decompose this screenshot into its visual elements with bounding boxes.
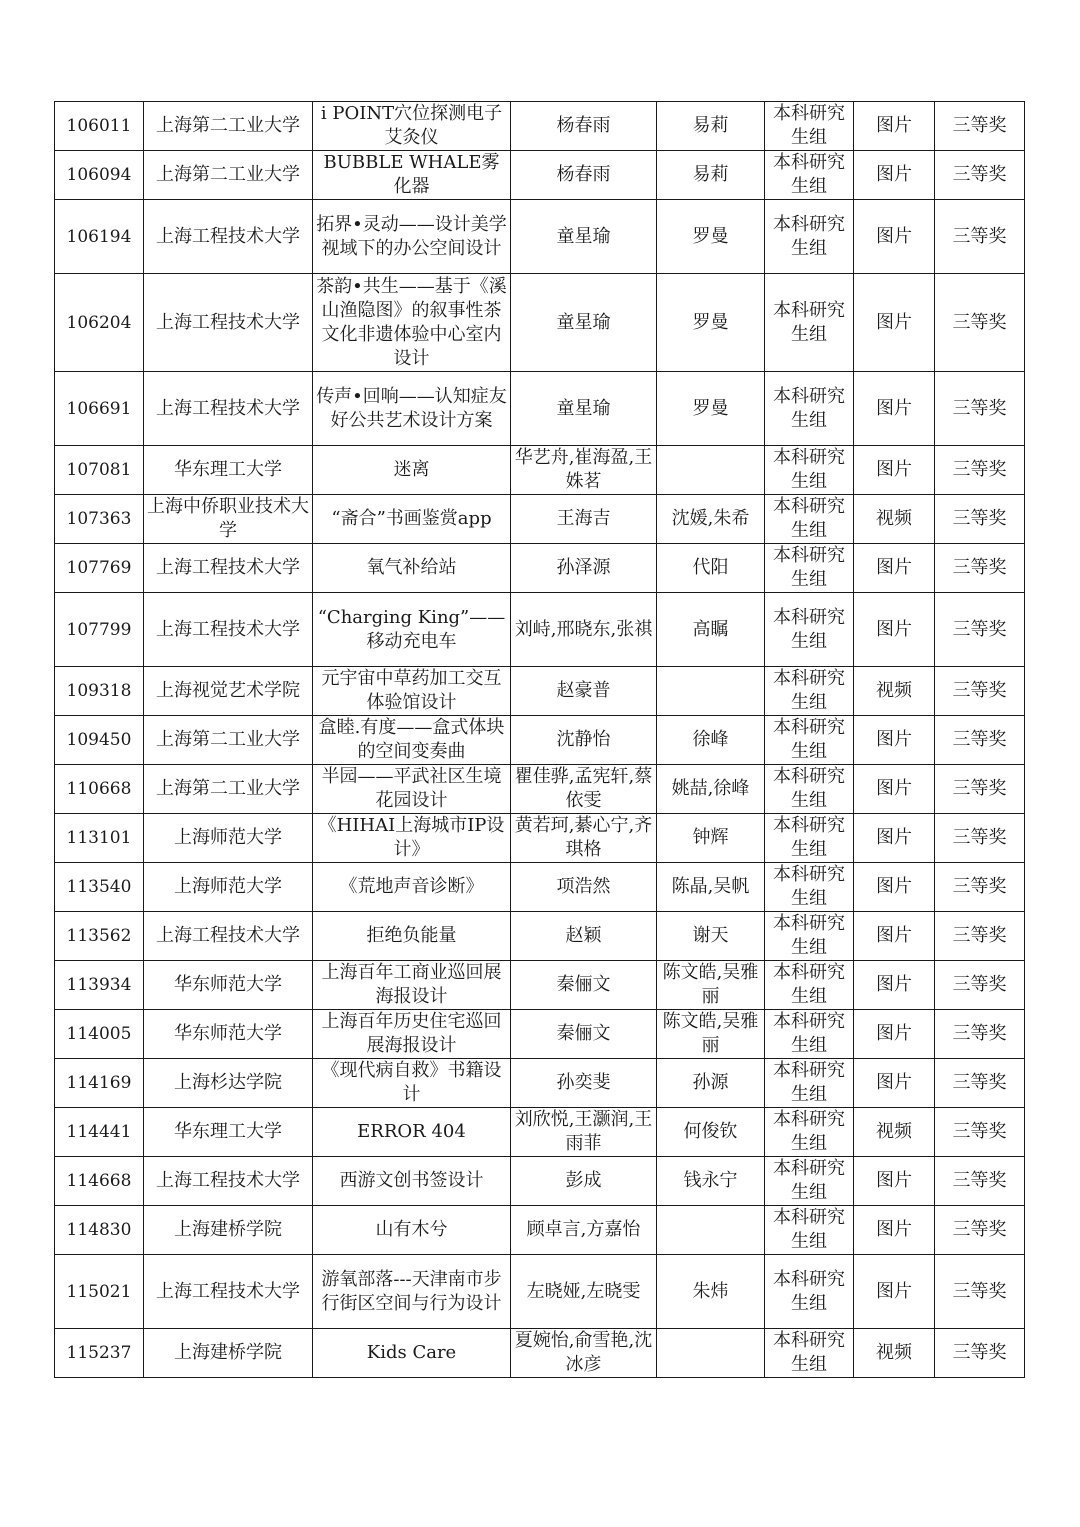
work-title-cell: 茶韵•共生——基于《溪山渔隐图》的叙事性茶文化非遗体验中心室内设计 xyxy=(313,274,511,372)
authors-cell: 黄若珂,綦心宁,齐琪格 xyxy=(511,814,657,863)
entry-id-cell: 113540 xyxy=(55,863,144,912)
table-row xyxy=(55,667,1025,716)
advisor-cell: 徐峰 xyxy=(657,716,765,765)
work-title-cell: 半园——平武社区生境花园设计 xyxy=(313,765,511,814)
work-title-cell: i POINT穴位探测电子艾灸仪 xyxy=(313,102,511,151)
media-type-cell: 视频 xyxy=(854,495,935,544)
award-cell: 三等奖 xyxy=(935,716,1025,765)
authors-cell: 刘峙,邢晓东,张祺 xyxy=(511,593,657,667)
award-cell: 三等奖 xyxy=(935,765,1025,814)
advisor-cell: 陈文皓,吴雅丽 xyxy=(657,1010,765,1059)
school-cell: 上海视觉艺术学院 xyxy=(144,667,313,716)
table-row xyxy=(55,102,1025,151)
advisor-cell: 姚喆,徐峰 xyxy=(657,765,765,814)
table-row xyxy=(55,151,1025,200)
table-body xyxy=(55,102,1025,1378)
authors-cell: 秦俪文 xyxy=(511,1010,657,1059)
entry-id-cell: 113101 xyxy=(55,814,144,863)
group-cell: 本科研究生组 xyxy=(765,1329,854,1378)
school-cell: 上海杉达学院 xyxy=(144,1059,313,1108)
school-cell: 上海工程技术大学 xyxy=(144,274,313,372)
advisor-cell: 易莉 xyxy=(657,151,765,200)
award-cell: 三等奖 xyxy=(935,495,1025,544)
group-cell: 本科研究生组 xyxy=(765,912,854,961)
work-title-cell: 上海百年工商业巡回展海报设计 xyxy=(313,961,511,1010)
table-row xyxy=(55,716,1025,765)
table-row xyxy=(55,1010,1025,1059)
group-cell: 本科研究生组 xyxy=(765,1010,854,1059)
table-row xyxy=(55,372,1025,446)
media-type-cell: 图片 xyxy=(854,1010,935,1059)
work-title-cell: 传声•回响——认知症友好公共艺术设计方案 xyxy=(313,372,511,446)
work-title-cell: “斋合”书画鉴赏app xyxy=(313,495,511,544)
advisor-cell: 罗曼 xyxy=(657,200,765,274)
group-cell: 本科研究生组 xyxy=(765,200,854,274)
group-cell: 本科研究生组 xyxy=(765,814,854,863)
school-cell: 上海工程技术大学 xyxy=(144,372,313,446)
authors-cell: 童星瑜 xyxy=(511,200,657,274)
entry-id-cell: 115237 xyxy=(55,1329,144,1378)
group-cell: 本科研究生组 xyxy=(765,961,854,1010)
media-type-cell: 图片 xyxy=(854,274,935,372)
entry-id-cell: 107081 xyxy=(55,446,144,495)
media-type-cell: 图片 xyxy=(854,1059,935,1108)
group-cell: 本科研究生组 xyxy=(765,446,854,495)
award-cell: 三等奖 xyxy=(935,200,1025,274)
authors-cell: 顾卓言,方嘉怡 xyxy=(511,1206,657,1255)
work-title-cell: 盒睦.有度——盒式体块的空间变奏曲 xyxy=(313,716,511,765)
advisor-cell: 孙源 xyxy=(657,1059,765,1108)
work-title-cell: 上海百年历史住宅巡回展海报设计 xyxy=(313,1010,511,1059)
work-title-cell: 拒绝负能量 xyxy=(313,912,511,961)
school-cell: 华东理工大学 xyxy=(144,1108,313,1157)
advisor-cell xyxy=(657,667,765,716)
authors-cell: 瞿佳骅,孟宪轩,蔡依雯 xyxy=(511,765,657,814)
table-row xyxy=(55,765,1025,814)
media-type-cell: 图片 xyxy=(854,863,935,912)
award-cell: 三等奖 xyxy=(935,1010,1025,1059)
work-title-cell: 西游文创书签设计 xyxy=(313,1157,511,1206)
entry-id-cell: 106194 xyxy=(55,200,144,274)
group-cell: 本科研究生组 xyxy=(765,1059,854,1108)
work-title-cell: 《HIHAI上海城市IP设计》 xyxy=(313,814,511,863)
group-cell: 本科研究生组 xyxy=(765,1206,854,1255)
award-cell: 三等奖 xyxy=(935,446,1025,495)
award-cell: 三等奖 xyxy=(935,372,1025,446)
award-cell: 三等奖 xyxy=(935,1206,1025,1255)
media-type-cell: 图片 xyxy=(854,593,935,667)
award-table xyxy=(54,101,1025,1378)
table-row xyxy=(55,274,1025,372)
table-row xyxy=(55,1255,1025,1329)
work-title-cell: ERROR 404 xyxy=(313,1108,511,1157)
work-title-cell: 山有木兮 xyxy=(313,1206,511,1255)
media-type-cell: 图片 xyxy=(854,1206,935,1255)
media-type-cell: 视频 xyxy=(854,667,935,716)
award-cell: 三等奖 xyxy=(935,274,1025,372)
entry-id-cell: 110668 xyxy=(55,765,144,814)
entry-id-cell: 106094 xyxy=(55,151,144,200)
advisor-cell: 罗曼 xyxy=(657,274,765,372)
entry-id-cell: 107363 xyxy=(55,495,144,544)
award-cell: 三等奖 xyxy=(935,667,1025,716)
group-cell: 本科研究生组 xyxy=(765,151,854,200)
authors-cell: 夏婉怡,俞雪艳,沈冰彦 xyxy=(511,1329,657,1378)
table-row xyxy=(55,814,1025,863)
entry-id-cell: 107799 xyxy=(55,593,144,667)
work-title-cell: 《荒地声音诊断》 xyxy=(313,863,511,912)
award-cell: 三等奖 xyxy=(935,961,1025,1010)
group-cell: 本科研究生组 xyxy=(765,667,854,716)
group-cell: 本科研究生组 xyxy=(765,274,854,372)
authors-cell: 孙泽源 xyxy=(511,544,657,593)
advisor-cell: 何俊钦 xyxy=(657,1108,765,1157)
work-title-cell: 游氧部落---天津南市步行街区空间与行为设计 xyxy=(313,1255,511,1329)
authors-cell: 王海吉 xyxy=(511,495,657,544)
advisor-cell: 钟辉 xyxy=(657,814,765,863)
media-type-cell: 图片 xyxy=(854,372,935,446)
school-cell: 上海第二工业大学 xyxy=(144,716,313,765)
entry-id-cell: 114668 xyxy=(55,1157,144,1206)
table-row xyxy=(55,544,1025,593)
group-cell: 本科研究生组 xyxy=(765,1157,854,1206)
work-title-cell: 迷离 xyxy=(313,446,511,495)
school-cell: 上海工程技术大学 xyxy=(144,200,313,274)
school-cell: 上海工程技术大学 xyxy=(144,593,313,667)
media-type-cell: 图片 xyxy=(854,446,935,495)
authors-cell: 孙奕斐 xyxy=(511,1059,657,1108)
award-cell: 三等奖 xyxy=(935,1059,1025,1108)
group-cell: 本科研究生组 xyxy=(765,716,854,765)
group-cell: 本科研究生组 xyxy=(765,372,854,446)
award-cell: 三等奖 xyxy=(935,1329,1025,1378)
authors-cell: 童星瑜 xyxy=(511,274,657,372)
work-title-cell: 《现代病自救》书籍设计 xyxy=(313,1059,511,1108)
award-cell: 三等奖 xyxy=(935,544,1025,593)
school-cell: 华东师范大学 xyxy=(144,1010,313,1059)
entry-id-cell: 109318 xyxy=(55,667,144,716)
table-row xyxy=(55,1059,1025,1108)
table-row xyxy=(55,1206,1025,1255)
entry-id-cell: 115021 xyxy=(55,1255,144,1329)
award-cell: 三等奖 xyxy=(935,1255,1025,1329)
school-cell: 上海师范大学 xyxy=(144,863,313,912)
school-cell: 上海中侨职业技术大学 xyxy=(144,495,313,544)
advisor-cell xyxy=(657,1329,765,1378)
authors-cell: 沈静怡 xyxy=(511,716,657,765)
media-type-cell: 视频 xyxy=(854,1108,935,1157)
award-cell: 三等奖 xyxy=(935,151,1025,200)
media-type-cell: 图片 xyxy=(854,1255,935,1329)
award-cell: 三等奖 xyxy=(935,912,1025,961)
entry-id-cell: 106204 xyxy=(55,274,144,372)
work-title-cell: 元宇宙中草药加工交互体验馆设计 xyxy=(313,667,511,716)
authors-cell: 项浩然 xyxy=(511,863,657,912)
authors-cell: 杨春雨 xyxy=(511,151,657,200)
advisor-cell: 朱炜 xyxy=(657,1255,765,1329)
group-cell: 本科研究生组 xyxy=(765,544,854,593)
award-cell: 三等奖 xyxy=(935,1108,1025,1157)
group-cell: 本科研究生组 xyxy=(765,765,854,814)
award-cell: 三等奖 xyxy=(935,102,1025,151)
table-row xyxy=(55,446,1025,495)
table-row xyxy=(55,200,1025,274)
entry-id-cell: 106011 xyxy=(55,102,144,151)
work-title-cell: 拓界•灵动——设计美学视域下的办公空间设计 xyxy=(313,200,511,274)
school-cell: 上海工程技术大学 xyxy=(144,1157,313,1206)
media-type-cell: 图片 xyxy=(854,200,935,274)
advisor-cell: 钱永宁 xyxy=(657,1157,765,1206)
entry-id-cell: 114005 xyxy=(55,1010,144,1059)
table-row xyxy=(55,495,1025,544)
group-cell: 本科研究生组 xyxy=(765,863,854,912)
work-title-cell: “Charging King”—— 移动充电车 xyxy=(313,593,511,667)
school-cell: 上海工程技术大学 xyxy=(144,1255,313,1329)
award-cell: 三等奖 xyxy=(935,1157,1025,1206)
school-cell: 上海工程技术大学 xyxy=(144,912,313,961)
entry-id-cell: 114441 xyxy=(55,1108,144,1157)
school-cell: 上海第二工业大学 xyxy=(144,151,313,200)
advisor-cell: 高瞩 xyxy=(657,593,765,667)
media-type-cell: 图片 xyxy=(854,961,935,1010)
school-cell: 上海第二工业大学 xyxy=(144,102,313,151)
table-row xyxy=(55,593,1025,667)
advisor-cell xyxy=(657,1206,765,1255)
table-row xyxy=(55,1157,1025,1206)
work-title-cell: Kids Care xyxy=(313,1329,511,1378)
authors-cell: 赵豪普 xyxy=(511,667,657,716)
authors-cell: 刘欣悦,王灏润,王雨菲 xyxy=(511,1108,657,1157)
group-cell: 本科研究生组 xyxy=(765,495,854,544)
entry-id-cell: 113934 xyxy=(55,961,144,1010)
media-type-cell: 视频 xyxy=(854,1329,935,1378)
work-title-cell: BUBBLE WHALE雾化器 xyxy=(313,151,511,200)
table-row xyxy=(55,1108,1025,1157)
entry-id-cell: 114830 xyxy=(55,1206,144,1255)
media-type-cell: 图片 xyxy=(854,102,935,151)
authors-cell: 赵颖 xyxy=(511,912,657,961)
school-cell: 上海师范大学 xyxy=(144,814,313,863)
media-type-cell: 图片 xyxy=(854,544,935,593)
table-row xyxy=(55,1329,1025,1378)
advisor-cell xyxy=(657,446,765,495)
media-type-cell: 图片 xyxy=(854,151,935,200)
advisor-cell: 陈晶,吴帆 xyxy=(657,863,765,912)
authors-cell: 华艺舟,崔海盈,王姝茗 xyxy=(511,446,657,495)
entry-id-cell: 106691 xyxy=(55,372,144,446)
advisor-cell: 易莉 xyxy=(657,102,765,151)
entry-id-cell: 109450 xyxy=(55,716,144,765)
school-cell: 上海第二工业大学 xyxy=(144,765,313,814)
entry-id-cell: 114169 xyxy=(55,1059,144,1108)
table-row xyxy=(55,961,1025,1010)
advisor-cell: 代阳 xyxy=(657,544,765,593)
media-type-cell: 图片 xyxy=(854,912,935,961)
authors-cell: 杨春雨 xyxy=(511,102,657,151)
authors-cell: 左晓娅,左晓雯 xyxy=(511,1255,657,1329)
entry-id-cell: 113562 xyxy=(55,912,144,961)
media-type-cell: 图片 xyxy=(854,716,935,765)
advisor-cell: 陈文皓,吴雅丽 xyxy=(657,961,765,1010)
group-cell: 本科研究生组 xyxy=(765,102,854,151)
authors-cell: 童星瑜 xyxy=(511,372,657,446)
advisor-cell: 罗曼 xyxy=(657,372,765,446)
award-cell: 三等奖 xyxy=(935,593,1025,667)
media-type-cell: 图片 xyxy=(854,1157,935,1206)
group-cell: 本科研究生组 xyxy=(765,1108,854,1157)
authors-cell: 秦俪文 xyxy=(511,961,657,1010)
authors-cell: 彭成 xyxy=(511,1157,657,1206)
entry-id-cell: 107769 xyxy=(55,544,144,593)
group-cell: 本科研究生组 xyxy=(765,593,854,667)
media-type-cell: 图片 xyxy=(854,765,935,814)
school-cell: 上海建桥学院 xyxy=(144,1329,313,1378)
school-cell: 上海工程技术大学 xyxy=(144,544,313,593)
media-type-cell: 图片 xyxy=(854,814,935,863)
advisor-cell: 谢天 xyxy=(657,912,765,961)
group-cell: 本科研究生组 xyxy=(765,1255,854,1329)
advisor-cell: 沈媛,朱希 xyxy=(657,495,765,544)
school-cell: 华东师范大学 xyxy=(144,961,313,1010)
table-row xyxy=(55,863,1025,912)
table-row xyxy=(55,912,1025,961)
school-cell: 上海建桥学院 xyxy=(144,1206,313,1255)
school-cell: 华东理工大学 xyxy=(144,446,313,495)
award-cell: 三等奖 xyxy=(935,814,1025,863)
work-title-cell: 氧气补给站 xyxy=(313,544,511,593)
award-cell: 三等奖 xyxy=(935,863,1025,912)
